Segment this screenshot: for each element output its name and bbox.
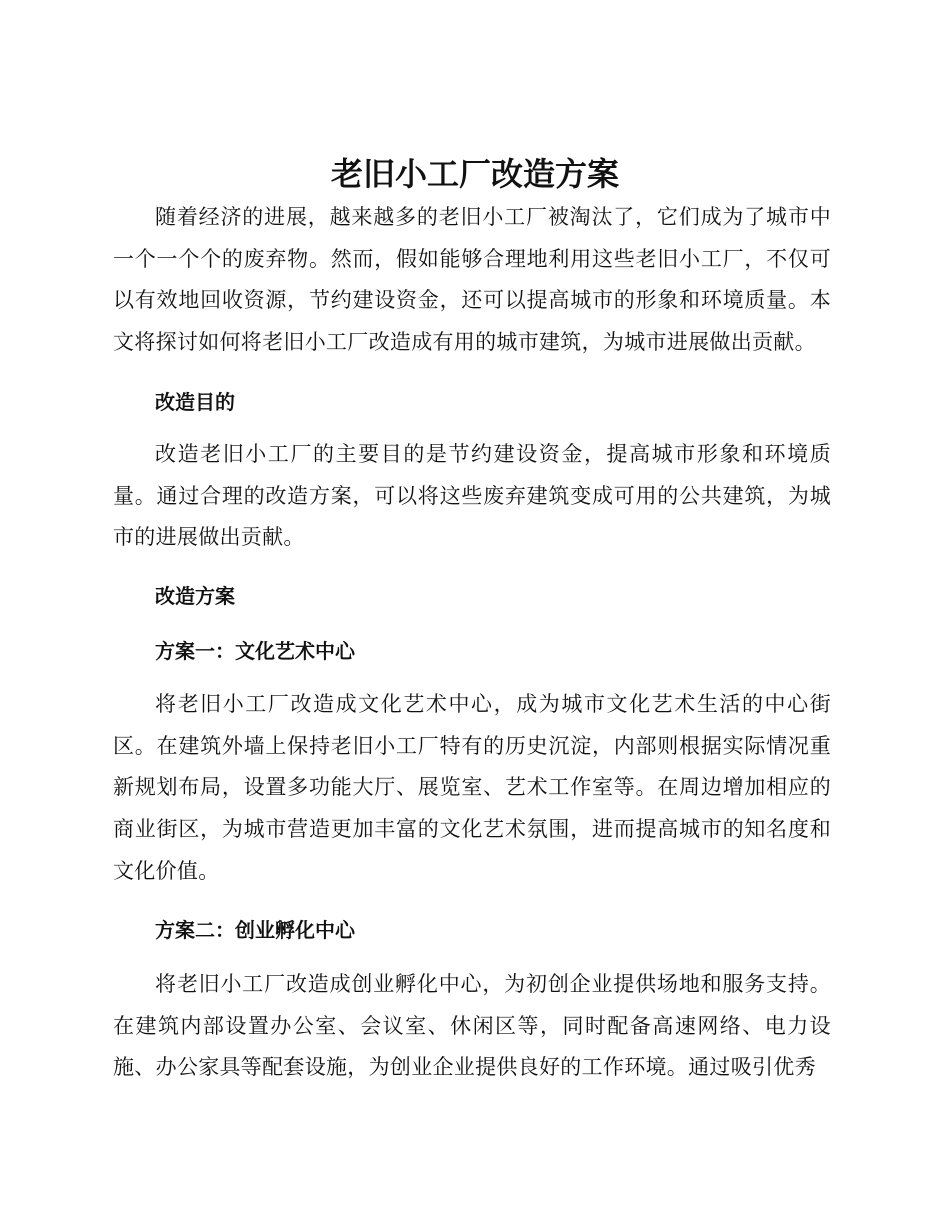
section-heading-goal: 改造目的 <box>155 390 235 414</box>
document-title: 老旧小工厂改造方案 <box>330 155 619 193</box>
plan-one-paragraph: 将老旧小工厂改造成文化艺术中心，成为城市文化艺术生活的中心街区。在建筑外墙上保持老旧小工厂特有的历史沉淀，内部则根据实际情况重新规划布局，设置多功能大厅、展览室、艺术工作室等。在周边增加相应的商业街区，为城市营造更加丰富的文化艺术氛围，进而提高城市的知名度和文化价值。 <box>113 692 831 883</box>
plan-two-heading: 方案二：创业孵化中心 <box>155 918 355 942</box>
section-heading-plan: 改造方案 <box>155 584 235 608</box>
plan-two-paragraph: 将老旧小工厂改造成创业孵化中心，为初创企业提供场地和服务支持。在建筑内部设置办公室、会议室、休闲区等，同时配备高速网络、电力设施、办公家具等配套设施，为创业企业提供良好的工作环境。通过吸引优秀 <box>113 972 831 1080</box>
plan-one-heading: 方案一：文化艺术中心 <box>155 639 355 663</box>
intro-paragraph: 随着经济的进展，越来越多的老旧小工厂被淘汰了，它们成为了城市中一个一个个的废弃物。然而，假如能够合理地利用这些老旧小工厂，不仅可以有效地回收资源，节约建设资金，还可以提高城市的形象和环境质量。本文将探讨如何将老旧小工厂改造成有用的城市建筑，为城市进展做出贡献。 <box>113 205 831 355</box>
goal-paragraph: 改造老旧小工厂的主要目的是节约建设资金，提高城市形象和环境质量。通过合理的改造方案，可以将这些废弃建筑变成可用的公共建筑，为城市的进展做出贡献。 <box>113 442 831 550</box>
